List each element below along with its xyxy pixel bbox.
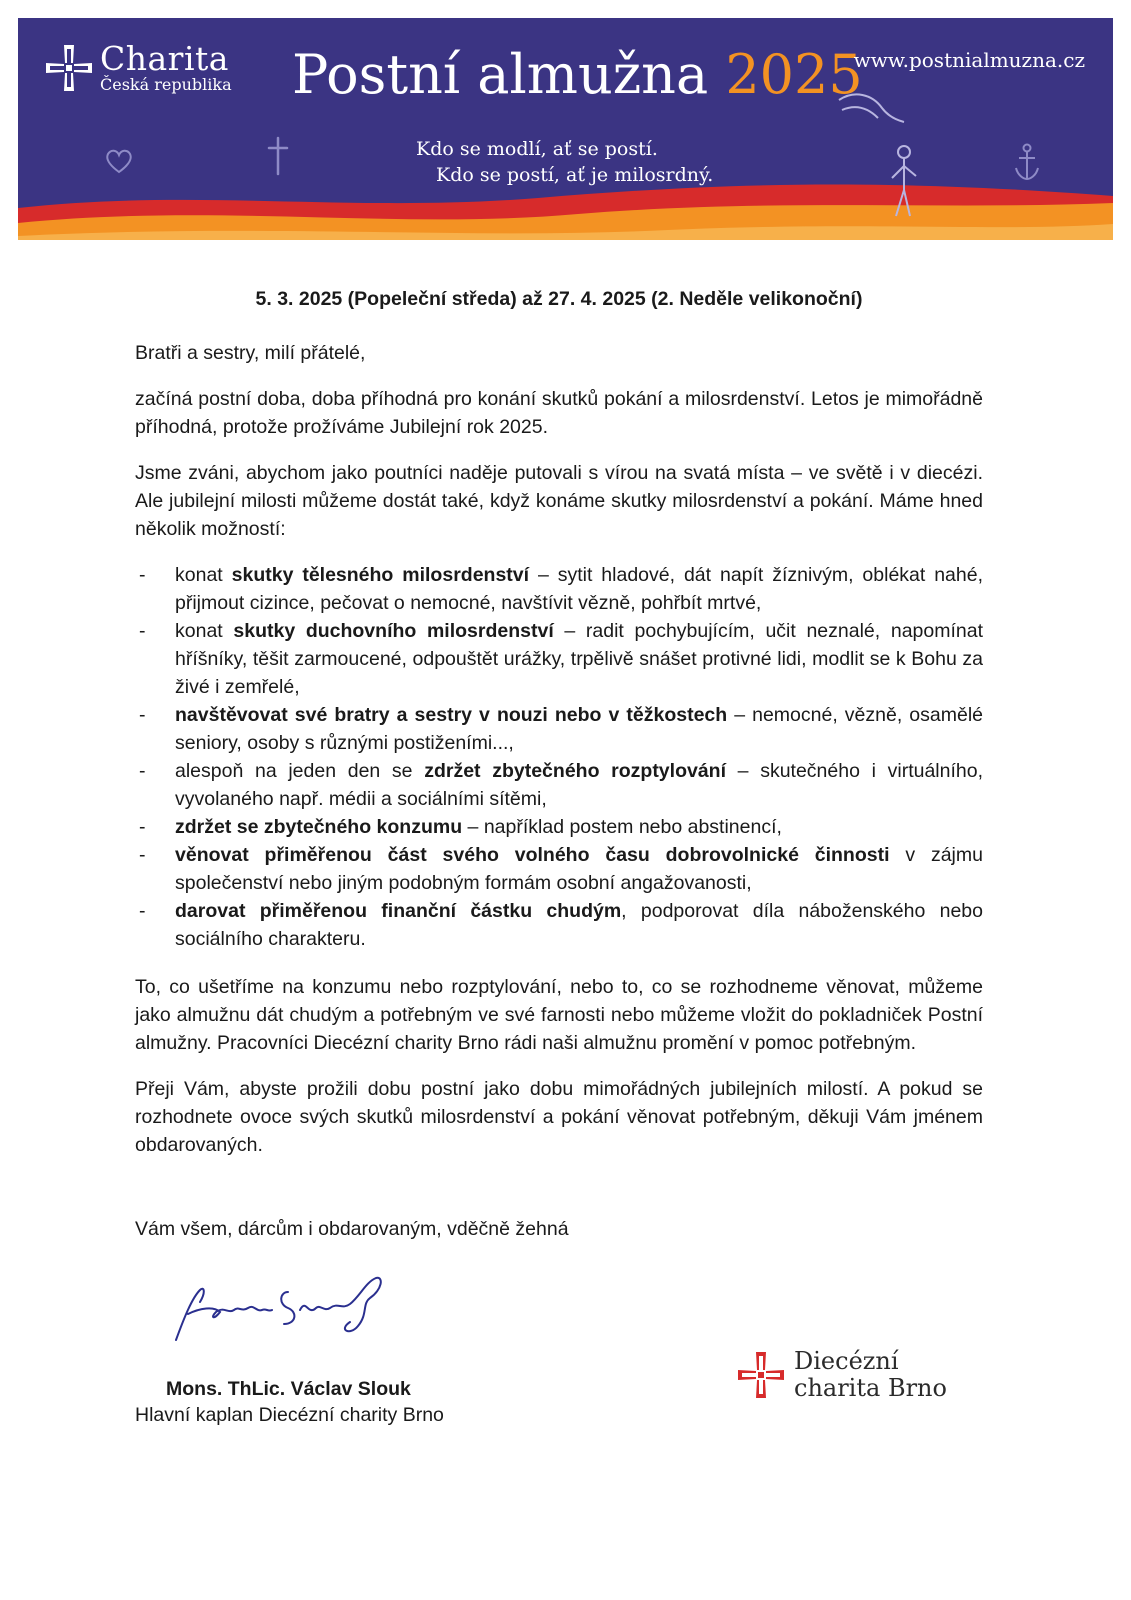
motto-line-1: Kdo se modlí, ať se postí.: [416, 138, 658, 160]
list-item-text: alespoň na jeden den se: [175, 760, 425, 782]
charita-cross-icon: [44, 43, 94, 93]
list-item-bold: zdržet se zbytečného konzumu: [175, 816, 463, 838]
list-item-text: – sytit hladové, dát napít žíznivým, oblékat nahé, přijmout cizince, pečovat o nemocné, navštívit vězně, pohřbít mrtvé,: [175, 564, 984, 614]
cross-icon: [266, 136, 290, 176]
list-item-text: , podporovat díla náboženského nebo sociálního charakteru.: [175, 900, 983, 950]
list-item: [135, 561, 983, 617]
banner-title-year: 2025: [725, 43, 863, 106]
banner-url: www.postnialmuzna.cz: [853, 48, 1085, 72]
list-item-text: – radit pochybujícím, učit neznalé, napomínat hříšníky, těšit zarmoucené, odpouštět urážky, trpělivě snášet protivné lidi, modlit se k Bohu za živé i zemřelé,: [175, 620, 983, 698]
list-item-bold: zdržet zbytečného rozptylování: [424, 760, 727, 782]
list-item-bold: skutky tělesného milosrdenství: [231, 564, 530, 586]
list-item-bold: navštěvovat své bratry a sestry v nouzi nebo v těžkostech: [175, 704, 728, 726]
motto-line-2: Kdo se postí, ať je milosrdný.: [436, 164, 714, 186]
list-item: [135, 841, 983, 897]
logo-subtitle: Česká republika: [100, 75, 232, 94]
banner-title-main: Postní almužna: [292, 43, 709, 106]
list-item-text: – například postem nebo abstinencí,: [462, 816, 782, 838]
list-item: [135, 757, 983, 813]
signer-name: Mons. ThLic. Václav Slouk: [166, 1378, 411, 1400]
list-item: [135, 701, 983, 757]
charita-logo: [44, 39, 232, 94]
campaign-banner: [18, 18, 1113, 240]
letter-body: [135, 285, 983, 1177]
list-item-bold: věnovat přiměřenou část svého volného času dobrovolnické činnosti: [175, 844, 890, 866]
paragraph-3: To, co ušetříme na konzumu nebo rozptylování, nebo to, co se rozhodneme věnovat, můžeme jako almužnu dát chudým a potřebným ve své farnosti nebo můžeme vložit do pokladniček Postní almužny. Pracovníci Diecézní charity Brno rádi naši almužnu promění v pomoc potřebným.: [135, 976, 983, 1054]
handwritten-signature: [170, 1268, 390, 1358]
list-item: [135, 897, 983, 953]
paragraph-1: začíná postní doba, doba příhodná pro konání skutků pokání a milosrdenství. Letos je mimořádně příhodná, protože prožíváme Jubilejní rok 2025.: [135, 388, 983, 438]
date-range-heading: 5. 3. 2025 (Popeleční středa) až 27. 4. 2025 (2. Neděle velikonoční): [255, 288, 863, 310]
list-item: [135, 813, 983, 841]
heart-icon: [104, 148, 134, 174]
list-item-text: konat: [175, 564, 232, 586]
list-item-bold: skutky duchovního milosrdenství: [233, 620, 554, 642]
banner-title: [292, 42, 863, 108]
list-item-text: konat: [175, 620, 234, 642]
list-item: [135, 617, 983, 701]
anchor-icon: [1012, 142, 1042, 182]
list-item-bold: darovat přiměřenou finanční částku chudým: [175, 900, 622, 922]
options-list: [135, 561, 983, 953]
paragraph-2: Jsme zváni, abychom jako poutníci naděje putovali s vírou na svatá místa – ve světě i v diecézi. Ale jubilejní milosti můžeme dostát také, když konáme skutky milosrdenství a pokání. Máme hned několik možností:: [135, 462, 983, 540]
list-item-text: v zájmu společenství nebo jiným podobným formám osobní angažovanosti,: [175, 844, 983, 894]
signer-role: Hlavní kaplan Diecézní charity Brno: [135, 1404, 444, 1426]
closing-blessing: Vám všem, dárcům i obdarovaným, vděčně žehná: [135, 1218, 569, 1240]
helping-hand-icon: [834, 80, 934, 220]
dchb-logo-line-1: Diecézní: [794, 1347, 899, 1375]
salutation: Bratři a sestry, milí přátelé,: [135, 342, 366, 364]
logo-name: Charita: [100, 39, 229, 78]
charita-cross-icon: [736, 1350, 786, 1400]
list-item-text: – nemocné, vězně, osamělé seniory, osoby s různými postiženími...,: [175, 704, 983, 754]
dchb-logo-line-2: charita Brno: [794, 1374, 947, 1402]
list-item-text: – skutečného i virtuálního, vyvolaného např. médii a sociálními sítěmi,: [175, 760, 983, 810]
paragraph-4: Přeji Vám, abyste prožili dobu postní jako dobu mimořádných jubilejních milostí. A pokud se rozhodnete ovoce svých skutků milosrdenství a pokání věnovat potřebným, děkuji Vám jménem obdarovaných.: [135, 1078, 983, 1156]
dchb-logo: [736, 1348, 947, 1402]
